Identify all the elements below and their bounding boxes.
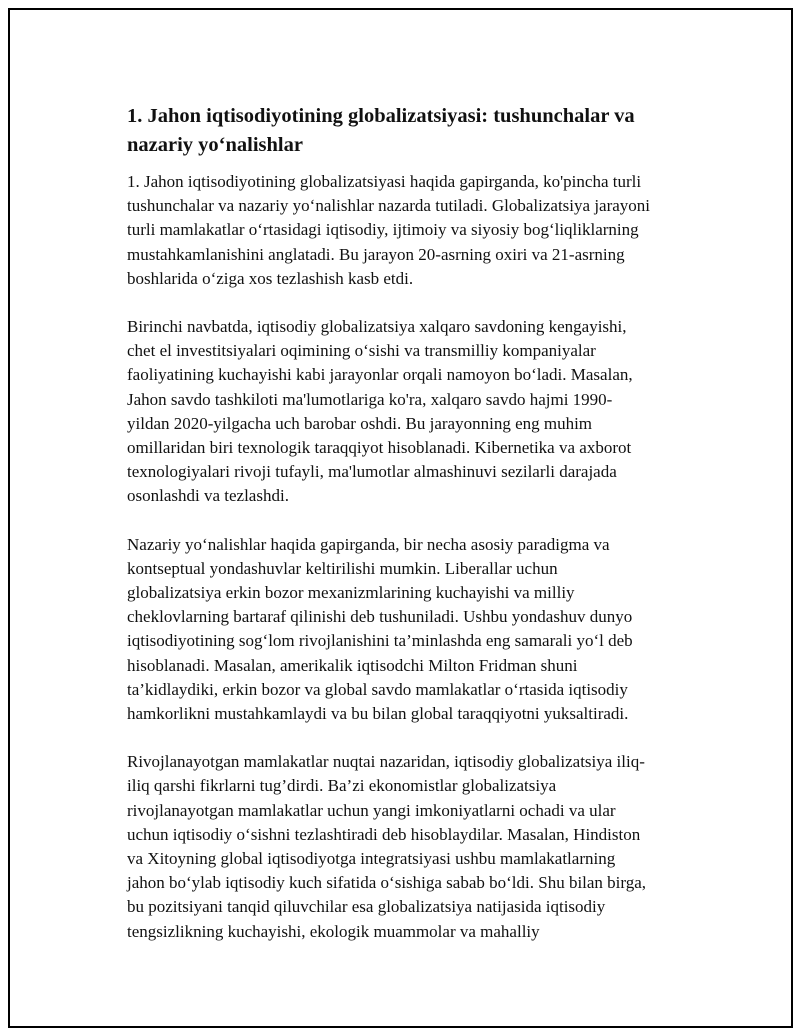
- text-line: kontseptual yondashuvlar keltirilishi mumkin. Liberallar uchun: [127, 558, 558, 578]
- document-title: [127, 102, 702, 160]
- paragraph: [127, 315, 702, 509]
- text-line: Nazariy yo‘nalishlar haqida gapirganda, bir necha asosiy paradigma va: [127, 534, 610, 554]
- text-line: uchun iqtisodiy o‘sishni tezlashtiradi deb hisoblaydilar. Masalan, Hindiston: [127, 824, 641, 844]
- text-line: ta’kidlaydiki, erkin bozor va global savdo mamlakatlar o‘rtasida iqtisodiy: [127, 679, 628, 699]
- text-line: tengsizlikning kuchayishi, ekologik muammolar va mahalliy: [127, 921, 540, 941]
- text-line: texnologiyalari rivoji tufayli, ma'lumotlar almashinuvi sezilarli darajada: [127, 462, 617, 482]
- text-line: yildan 2020-yilgacha uch barobar oshdi. Bu jarayonning eng muhim: [127, 413, 593, 433]
- text-line: va Xitoyning global iqtisodiyotga integratsiyasi ushbu mamlakatlarning: [127, 849, 616, 869]
- text-line: Birinchi navbatda, iqtisodiy globalizatsiya xalqaro savdoning kengayishi,: [127, 317, 627, 337]
- paragraph: [127, 750, 702, 944]
- text-line: cheklovlarning bartaraf qilinishi deb tushuniladi. Ushbu yondashuv dunyo: [127, 607, 633, 627]
- text-line: iqtisodiyotining sog‘lom rivojlanishini ta’minlashda eng samarali yo‘l deb: [127, 631, 633, 651]
- document-body: [127, 102, 702, 968]
- text-line: Jahon savdo tashkiloti ma'lumotlariga ko'ra, xalqaro savdo hajmi 1990-: [127, 389, 613, 409]
- paragraph: [127, 533, 702, 727]
- text-line: turli mamlakatlar o‘rtasidagi iqtisodiy, ijtimoiy va siyosiy bog‘liqliklarning: [127, 220, 639, 240]
- text-line: iliq qarshi fikrlarni tug’dirdi. Ba’zi ekonomistlar globalizatsiya: [127, 776, 557, 796]
- text-line: jahon bo‘ylab iqtisodiy kuch sifatida o‘sishiga sabab bo‘ldi. Shu bilan birga,: [127, 873, 647, 893]
- text-line: faoliyatining kuchayishi kabi jarayonlar orqali namoyon bo‘ladi. Masalan,: [127, 365, 633, 385]
- text-line: Rivojlanayotgan mamlakatlar nuqtai nazaridan, iqtisodiy globalizatsiya iliq-: [127, 752, 645, 772]
- text-line: chet el investitsiyalari oqimining o‘sishi va transmilliy kompaniyalar: [127, 341, 596, 361]
- text-line: mustahkamlanishini anglatadi. Bu jarayon 20-asrning oxiri va 21-asrning: [127, 244, 625, 264]
- text-line: 1. Jahon iqtisodiyotining globalizatsiyasi haqida gapirganda, ko'pincha turli: [127, 172, 642, 191]
- text-line: hisoblanadi. Masalan, amerikalik iqtisodchi Milton Fridman shuni: [127, 655, 578, 675]
- text-line: globalizatsiya erkin bozor mexanizmlarining kuchayishi va milliy: [127, 583, 575, 603]
- title-line: nazariy yo‘nalishlar: [127, 134, 303, 156]
- text-line: bu pozitsiyani tanqid qiluvchilar esa globalizatsiya natijasida iqtisodiy: [127, 897, 606, 917]
- text-line: hamkorlikni mustahkamlaydi va bu bilan global taraqqiyotni yuksaltiradi.: [127, 704, 629, 724]
- text-line: boshlarida o‘ziga xos tezlashish kasb etdi.: [127, 268, 414, 288]
- text-line: rivojlanayotgan mamlakatlar uchun yangi imkoniyatlarni ochadi va ular: [127, 800, 616, 820]
- title-line: 1. Jahon iqtisodiyotining globalizatsiyasi: tushunchalar va: [127, 105, 635, 127]
- paragraph: [127, 170, 702, 291]
- text-line: osonlashdi va tezlashdi.: [127, 486, 289, 506]
- text-line: tushunchalar va nazariy yo‘nalishlar nazarda tutiladi. Globalizatsiya jarayoni: [127, 196, 651, 216]
- text-line: omillaridan biri texnologik taraqqiyot hisoblanadi. Kibernetika va axborot: [127, 438, 632, 458]
- document-page: [8, 8, 793, 1028]
